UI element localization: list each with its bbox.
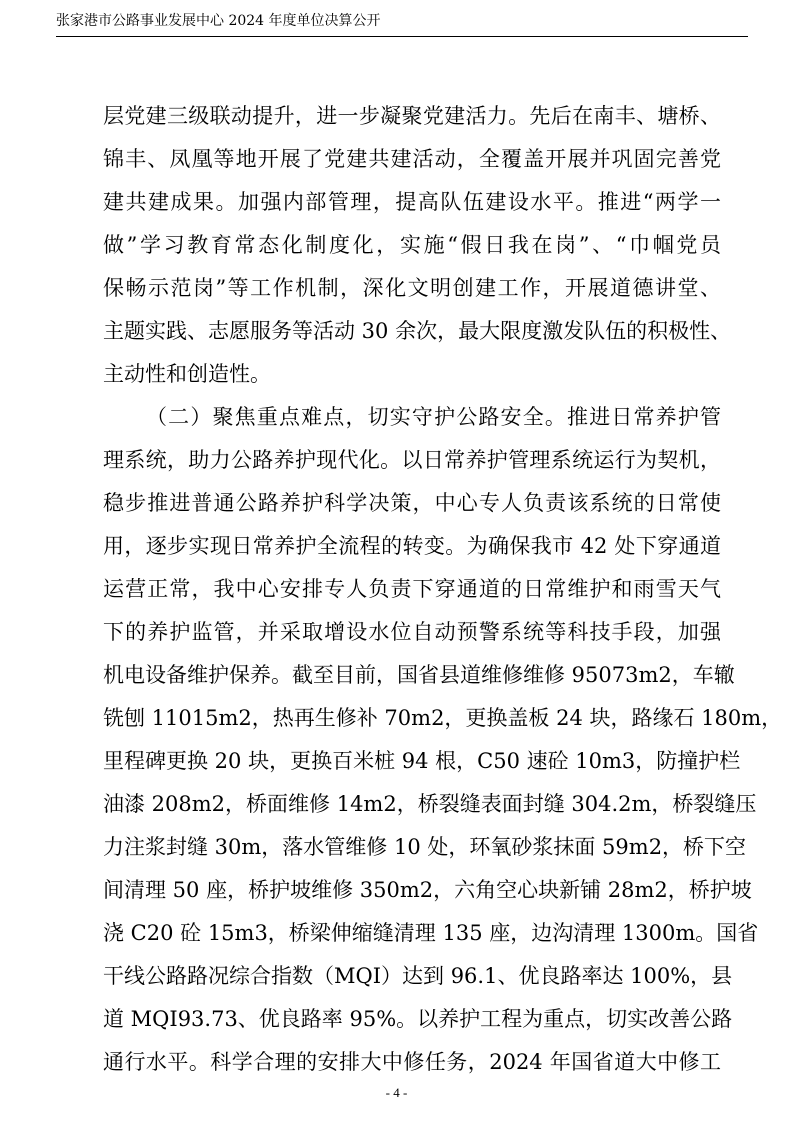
text-line: 建共建成果。加强内部管理，提高队伍建设水平。推进“两学一	[103, 190, 721, 214]
text-line: 运营正常，我中心安排专人负责下穿通道的日常维护和雨雪天气	[103, 577, 721, 601]
text-line: 下的养护监管，并采取增设水位自动预警系统等科技手段，加强	[103, 620, 721, 644]
text-line: 锦丰、凤凰等地开展了党建共建活动，全覆盖开展并巩固完善党	[103, 147, 721, 171]
text-line: 保畅示范岗”等工作机制，深化文明创建工作，开展道德讲堂、	[103, 276, 721, 300]
text-line: 通行水平。科学合理的安排大中修任务，2024 年国省道大中修工	[103, 1050, 721, 1074]
page-header: 张家港市公路事业发展中心 2024 年度单位决算公开	[56, 13, 381, 29]
text-line: 用，逐步实现日常养护全流程的转变。为确保我市 42 处下穿通道	[103, 534, 721, 558]
text-line: 间清理 50 座，桥护坡维修 350m2，六角空心块新铺 28m2，桥护坡	[103, 878, 752, 902]
text-line: 做”学习教育常态化制度化，实施“假日我在岗”、“巾帼党员	[103, 233, 721, 257]
text-line: 铣刨 11015m2，热再生修补 70m2，更换盖板 24 块，路缘石 180m，	[103, 706, 783, 730]
page-number: - 4 -	[385, 1085, 408, 1100]
text-line: 主题实践、志愿服务等活动 30 余次，最大限度激发队伍的积极性、	[103, 319, 732, 343]
text-line: 道 MQI93.73、优良路率 95%。以养护工程为重点，切实改善公路	[103, 1007, 733, 1031]
text-line: 油漆 208m2，桥面维修 14m2，桥裂缝表面封缝 304.2m，桥裂缝压	[103, 792, 757, 816]
section-heading-line: （二）聚焦重点难点，切实守护公路安全。推进日常养护管	[146, 405, 721, 429]
text-line: 稳步推进普通公路养护科学决策，中心专人负责该系统的日常使	[103, 491, 721, 515]
text-line: 干线公路路况综合指数（MQI）达到 96.1、优良路率达 100%，县	[103, 964, 733, 988]
text-line: 机电设备维护保养。截至目前，国省县道维修维修 95073m2，车辙	[103, 663, 735, 687]
text-line: 里程碑更换 20 块，更换百米桩 94 根，C50 速砼 10m3，防撞护栏	[103, 749, 741, 773]
text-line: 理系统，助力公路养护现代化。以日常养护管理系统运行为契机，	[103, 448, 721, 472]
text-line: 力注浆封缝 30m，落水管维修 10 处，环氧砂浆抹面 59m2，桥下空	[103, 835, 747, 859]
text-line: 浇 C20 砼 15m3，桥梁伸缩缝清理 135 座，边沟清理 1300m。国省	[103, 921, 759, 945]
text-line: 主动性和创造性。	[103, 362, 271, 386]
text-line: 层党建三级联动提升，进一步凝聚党建活力。先后在南丰、塘桥、	[103, 104, 721, 128]
